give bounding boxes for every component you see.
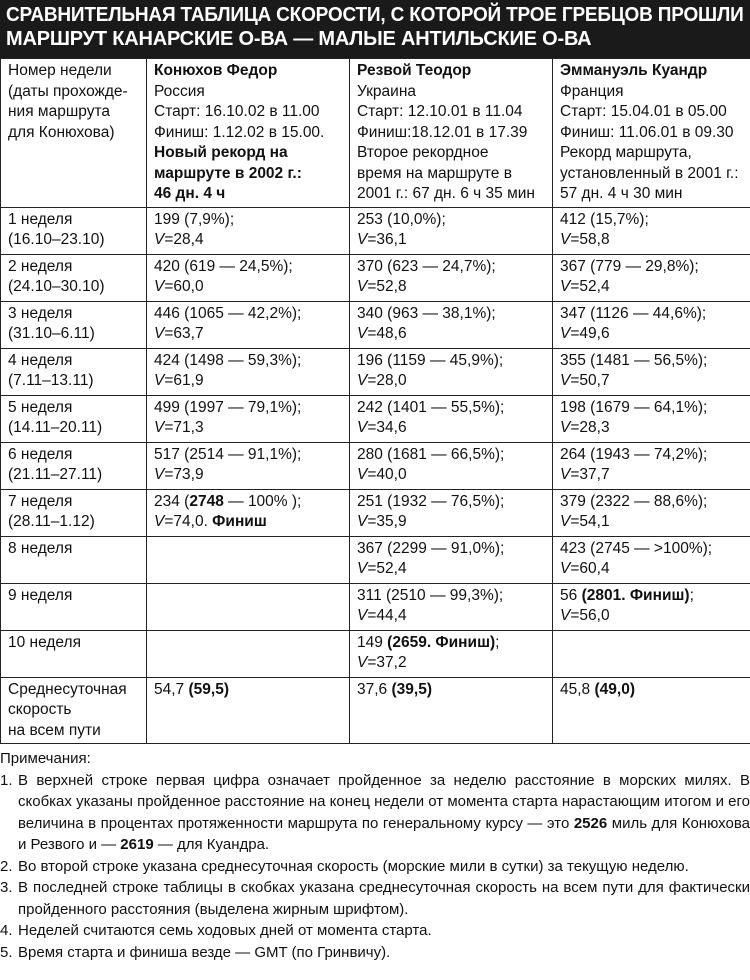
daily-speed: V=28,4 [154,231,204,248]
week-label: 6 неделя [8,445,73,463]
week-distance: 56 (2801. Финиш); [560,586,694,604]
speed-cell [553,630,750,677]
speed-symbol: V [154,231,165,248]
speed-symbol: V [357,560,368,577]
speed-cell [147,395,350,442]
speed-symbol: V [560,372,571,389]
week-distance: 367 (779 — 29,8%); [560,257,699,275]
average-value-cell [553,677,750,744]
speed-symbol: V [154,372,165,389]
speed-cell [553,254,750,301]
rower-country: Россия [154,82,205,100]
daily-speed: V=54,1 [560,513,610,530]
header-week-cell [1,59,147,208]
speed-symbol: V [357,372,368,389]
week-distance: 347 (1126 — 44,6%); [560,304,707,322]
week-cell [1,254,147,301]
rower-record-line: маршруте в 2002 г.: [154,164,302,182]
week-dates: (21.11–27.11) [8,466,103,483]
week-dates: (14.11–20.11) [8,419,103,436]
rower-finish: Финиш:18.12.01 в 17.39 [357,123,528,141]
speed-symbol: V [357,419,368,436]
week-dates: (16.10–23.10) [8,231,105,248]
rower-record-line: Рекорд маршрута, [560,144,692,161]
daily-speed: V=35,9 [357,513,407,530]
rower-record-line: 57 дн. 4 ч 30 мин [560,185,683,202]
daily-speed: V=50,7 [560,372,610,389]
table-row [1,630,750,677]
note-bold-value: 2526 [573,814,608,832]
daily-speed: V=40,0 [357,466,407,483]
rower-name: Конюхов Федор [154,62,278,79]
speed-symbol: V [154,419,165,436]
note-bold-value: 2619 [120,836,154,853]
week-distance: 311 (2510 — 99,3%); [357,586,504,604]
week-cell [1,489,147,536]
header-week-line: для Конюхова) [8,123,115,141]
speed-symbol: V [154,513,165,530]
week-cell [1,207,147,254]
note-number: 1. [0,771,13,789]
speed-symbol: V [154,466,165,483]
daily-speed: V=58,8 [560,231,610,248]
note-item: 3. В последней строке таблицы в скобках указана среднесуточная скорость на всем пути для фактически пройденного расстояния (выделена жирным шрифтом). [0,879,750,918]
average-label-line: на всем пути [8,721,101,739]
rower-finish: Финиш: 1.12.02 в 15.00. [154,123,325,141]
speed-cell [350,207,553,254]
distance-bold: 2748 [189,492,224,510]
daily-speed: V=71,3 [154,419,204,436]
week-label: 1 неделя [8,210,73,228]
daily-speed: V=34,6 [357,419,407,436]
distance-bold: (2659. Финиш) [387,633,496,651]
note-item: 4. Неделей считаются семь ходовых дней от момента старта. [0,920,750,942]
week-distance: 234 (2748 — 100% ); [154,492,302,510]
finish-label: Финиш [207,513,267,530]
speed-cell [350,630,553,677]
week-cell [1,442,147,489]
speed-symbol: V [560,231,571,248]
week-distance: 149 (2659. Финиш); [357,633,500,651]
speed-cell [553,583,750,630]
table-row [1,301,750,348]
rower-name: Резвой Теодор [357,62,472,79]
week-label: 2 неделя [8,257,73,275]
speed-cell [553,348,750,395]
notes-section [0,748,750,963]
daily-speed: V=48,6 [357,325,407,342]
speed-cell [553,489,750,536]
speed-cell [350,348,553,395]
header-rower-konyukhov [147,59,350,208]
week-dates: (24.10–30.10) [8,278,105,295]
speed-cell [553,301,750,348]
table-row [1,348,750,395]
speed-symbol: V [357,325,368,342]
rower-record-line: 46 дн. 4 ч [154,185,226,202]
speed-cell [350,254,553,301]
speed-symbol: V [357,231,368,248]
daily-speed: V=37,7 [560,466,610,483]
week-cell [1,630,147,677]
speed-symbol: V [560,466,571,483]
daily-speed: V=60,4 [560,560,610,577]
rower-finish: Финиш: 11.06.01 в 09.30 [560,123,734,141]
week-distance: 379 (2322 — 88,6%); [560,492,708,510]
week-dates: (7.11–13.11) [8,372,94,389]
speed-symbol: V [357,278,368,295]
note-number: 5. [0,943,13,961]
daily-speed: V=73,9 [154,466,204,483]
week-cell [1,395,147,442]
speed-symbol: V [560,513,571,530]
week-label: 7 неделя [8,492,73,510]
week-distance: 253 (10,0%); [357,210,446,228]
table-title [0,0,750,58]
week-label: 4 неделя [8,351,73,369]
header-row [1,59,750,208]
week-distance: 251 (1932 — 76,5%); [357,492,505,510]
rower-name: Эммануэль Куандр [560,62,708,79]
title-line-1: СРАВНИТЕЛЬНАЯ ТАБЛИЦА СКОРОСТИ, С КОТОРОЙ ТРОЕ ГРЕБЦОВ ПРОШЛИ [6,4,744,26]
week-distance: 367 (2299 — 91,0%); [357,539,505,557]
week-label: 10 неделя [8,633,81,651]
note-number: 4. [0,922,13,939]
average-value: 54,7 (59,5) [154,680,229,698]
week-label: 9 неделя [8,586,73,604]
week-distance: 423 (2745 — >100%); [560,539,713,557]
week-dates: (28.11–1.12) [8,513,95,530]
average-value: 37,6 (39,5) [357,680,432,698]
speed-cell [553,536,750,583]
speed-cell [147,536,350,583]
daily-speed: V=49,6 [560,325,610,342]
daily-speed: V=56,0 [560,607,610,624]
week-distance: 446 (1065 — 42,2%); [154,304,302,322]
rower-record-line: Второе рекордное [357,144,489,161]
speed-cell [553,395,750,442]
average-label-line: скорость [8,701,72,718]
header-week-line: ния маршрута [8,103,110,120]
rower-start: Старт: 15.04.01 в 05.00 [560,103,727,120]
speed-cell [553,442,750,489]
speed-cell [350,489,553,536]
daily-speed: V=37,2 [357,654,407,671]
week-distance: 199 (7,9%); [154,210,235,228]
week-distance: 517 (2514 — 91,1%); [154,445,302,463]
week-dates: (31.10–6.11) [8,325,95,342]
speed-symbol: V [154,278,165,295]
note-number: 2. [0,857,13,875]
average-actual-bold: (39,5) [391,680,432,698]
rower-record-line: 2001 г.: 67 дн. 6 ч 35 мин [357,185,535,202]
rower-start: Старт: 12.10.01 в 11.04 [357,103,523,120]
week-distance: 370 (623 — 24,7%); [357,257,496,275]
average-label-cell [1,677,147,744]
speed-symbol: V [154,325,165,342]
comparison-table [0,58,750,744]
speed-cell [147,254,350,301]
rower-country: Франция [560,82,624,100]
week-distance: 340 (963 — 38,1%); [357,304,496,322]
table-row [1,207,750,254]
week-label: 8 неделя [8,539,73,557]
note-item: 5. Время старта и финиша везде — GMT (по Гринвичу). [0,942,750,964]
week-cell [1,301,147,348]
week-cell [1,583,147,630]
note-item: 2. Во второй строке указана среднесуточная скорость (морские мили в сутки) за текущую неделю. [0,856,750,878]
daily-speed: V=52,4 [560,278,610,295]
week-label: 5 неделя [8,398,73,416]
week-distance: 264 (1943 — 74,2%); [560,445,708,463]
week-distance: 412 (15,7%); [560,210,649,228]
speed-cell [147,348,350,395]
week-distance: 198 (1679 — 64,1%); [560,398,708,416]
daily-speed: V=44,4 [357,607,407,624]
table-row [1,442,750,489]
rower-record-line: установленный в 2001 г.: [560,164,739,182]
average-actual-bold: (49,0) [594,680,635,698]
speed-cell [553,207,750,254]
speed-symbol: V [560,607,571,624]
note-item: 1. В верхней строке первая цифра означает пройденное за неделю расстояние в морских милях. В скобках указаны пройденное расстояние на конец недели от момента старта нарастающим итогом и его величина в процентах протяженности маршрута по генеральному курсу — это 2526 миль для Конюхова и Резвого и — 2619 — для Куандра. [0,771,750,853]
speed-cell [147,207,350,254]
notes-list [0,770,750,964]
table-row [1,583,750,630]
speed-symbol: V [357,654,368,671]
speed-cell [350,395,553,442]
speed-cell [147,630,350,677]
speed-cell [147,442,350,489]
week-distance: 355 (1481 — 56,5%); [560,351,708,369]
daily-speed: V=28,0 [357,372,407,389]
daily-speed: V=61,9 [154,372,204,389]
table-row [1,489,750,536]
speed-symbol: V [357,513,368,530]
table-row [1,395,750,442]
average-value-cell [350,677,553,744]
speed-cell [350,583,553,630]
average-label-line: Среднесуточная [8,680,127,698]
title-line-2: МАРШРУТ КАНАРСКИЕ О-ВА — МАЛЫЕ АНТИЛЬСКИЕ О-ВА [6,28,592,50]
speed-symbol: V [560,325,571,342]
daily-speed: V=28,3 [560,419,610,436]
table-row [1,536,750,583]
rower-record-line: время на маршруте в [357,164,512,182]
average-value: 45,8 (49,0) [560,680,635,698]
daily-speed: V=52,4 [357,560,407,577]
header-rower-kuandr [553,59,750,208]
daily-speed: V=52,8 [357,278,407,295]
header-week-line: Номер недели [8,62,112,79]
table-row [1,254,750,301]
week-distance: 242 (1401 — 55,5%); [357,398,505,416]
note-number: 3. [0,879,13,896]
header-rower-rezvoy [350,59,553,208]
speed-cell [350,301,553,348]
speed-cell [147,301,350,348]
week-cell [1,348,147,395]
speed-symbol: V [560,560,571,577]
daily-speed: V=63,7 [154,325,204,342]
notes-heading: Примечания: [0,750,91,767]
speed-cell [147,489,350,536]
rower-record-line: Новый рекорд на [154,144,288,161]
speed-symbol: V [560,419,571,436]
header-week-line: (даты прохожде- [8,82,128,100]
week-distance: 499 (1997 — 79,1%); [154,398,302,416]
week-distance: 424 (1498 — 59,3%); [154,351,302,369]
average-row [1,677,750,744]
week-distance: 280 (1681 — 66,5%); [357,445,505,463]
distance-bold: (2801. Финиш) [581,586,690,604]
speed-symbol: V [357,466,368,483]
rower-country: Украина [357,82,417,100]
average-actual-bold: (59,5) [188,680,229,698]
week-label: 3 неделя [8,304,73,322]
speed-cell [147,583,350,630]
rower-start: Старт: 16.10.02 в 11.00 [154,103,320,120]
week-distance: 420 (619 — 24,5%); [154,257,293,275]
speed-symbol: V [357,607,368,624]
speed-symbol: V [560,278,571,295]
week-distance: 196 (1159 — 45,9%); [357,351,504,369]
speed-cell [350,442,553,489]
speed-cell [350,536,553,583]
daily-speed: V=36,1 [357,231,407,248]
daily-speed: V=74,0. Финиш [154,513,267,530]
week-cell [1,536,147,583]
average-value-cell [147,677,350,744]
daily-speed: V=60,0 [154,278,204,295]
